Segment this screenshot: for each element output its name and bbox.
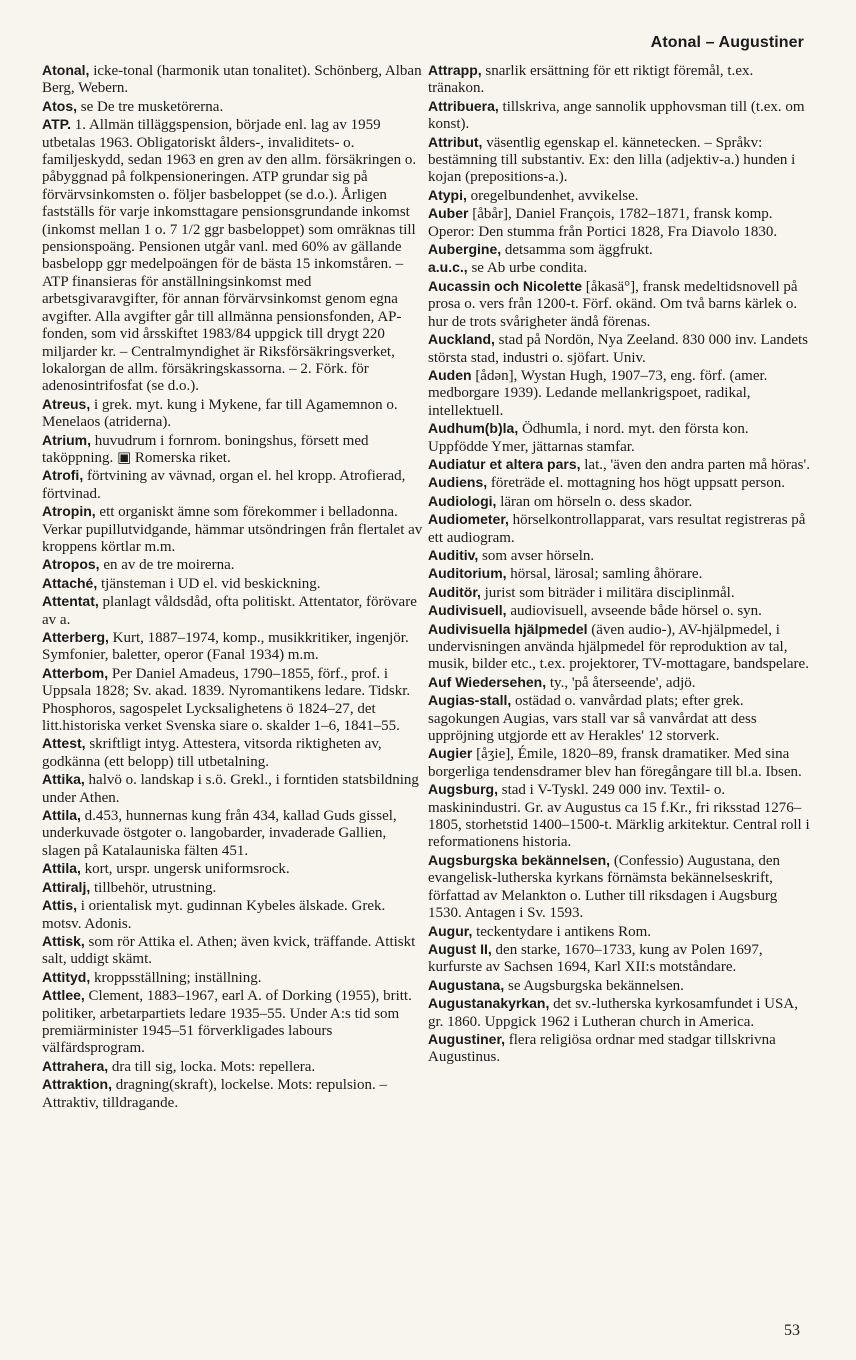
entry-headword: Augustiner,: [428, 1030, 506, 1047]
entry-headword: Attribut,: [428, 133, 483, 150]
dictionary-entry: [42, 432, 424, 468]
entry-definition: [ådən], Wystan Hugh, 1907–73, eng. förf. (amer. medborgare 1939). Ledande mellankrigspoet, radikal, intellektuell.: [428, 367, 768, 419]
entry-definition: (även audio-), AV-hjälpmedel, i undervisningen använda hjälpmedel för reproduktion av tal, musik, bilder etc., t.ex. projektorer, TV-mottagare, bandspelare.: [428, 621, 809, 673]
entry-headword: Atonal,: [42, 62, 90, 78]
dictionary-entry: [428, 923, 810, 941]
entry-headword: Atropos,: [42, 556, 100, 573]
entry-definition: huvudrum i fornrom. boningshus, försett med taköppning. ▣ Romerska riket.: [42, 432, 369, 466]
dictionary-entry: [42, 879, 424, 897]
dictionary-entry: [428, 977, 810, 995]
entry-definition: 1. Allmän tilläggspension, började enl. lag av 1959 utbetalas 1963. Obligatoriskt ålders-, invaliditets- o. familjeskydd, sedan 1963 en gren av den allm. försäkringen o. påbyggnad på folkpensioneringen. ATP grundar sig på förvärvsinkomsten o. följer basbeloppet (se d.o.). Årligen fastställs för varje inkomsttagare pensionsgrundande inkomst (inkomst mellan 1 o. 7 1/2 ggr basbeloppet) som omräknas till pensionspoäng. Pensionen utgår vanl. med 60% av gällande basbelopp ggr medelpoängen för de bästa 15 inkomståren. – ATP finansieras för anställningsinkomst med arbetsgivaravgifter, för annan förvärvsinkomst genom egna avgifter. Alla avgifter går till allmänna pensionsfonden, AP-fonden, som vid årsskiftet 1983/84 uppgick till drygt 220 miljarder kr. – Centralmyndighet är Riksförsäkringsverket, lokalorgan de allm. försäkringskassorna. – 2. Förk. för adenosintrifosfat (se d.o.).: [42, 117, 417, 395]
dictionary-entry: [42, 116, 424, 396]
entry-headword: Auckland,: [428, 331, 495, 348]
entry-definition: Per Daniel Amadeus, 1790–1855, förf., prof. i Uppsala 1828; Sv. akad. 1839. Nyromantikens ledare. Tidskr. Phosphoros, sagospelet Lycksalighetens ö 1824–27, det litt.historiska verket Svenska siare o. skalder 1–6, 1841–55.: [42, 665, 411, 735]
entry-headword: Attrapp,: [428, 62, 482, 78]
entry-headword: Atrium,: [42, 431, 91, 448]
entry-headword: Attraktion,: [42, 1076, 112, 1093]
dictionary-entry: [42, 98, 424, 116]
entry-definition: den starke, 1670–1733, kung av Polen 1697, kurfurste av Sachsen 1694, Karl XII:s motståndare.: [428, 941, 763, 976]
dictionary-entry: [428, 62, 810, 98]
entry-headword: Audhum(b)la,: [428, 420, 519, 437]
entry-headword: Atterbom,: [42, 664, 109, 681]
dictionary-entry: [42, 735, 424, 771]
dictionary-entry: [428, 456, 810, 474]
running-head: Atonal – Augustiner: [650, 34, 804, 51]
dictionary-entry: [428, 331, 810, 367]
entry-definition: teckentydare i antikens Rom.: [472, 923, 652, 940]
right-column: [428, 62, 810, 1067]
entry-headword: Attika,: [42, 771, 85, 788]
dictionary-entry: [428, 259, 810, 277]
entry-headword: a.u.c.,: [428, 259, 468, 276]
entry-definition: audiovisuell, avseende både hörsel o. syn.: [506, 603, 762, 620]
entry-definition: som avser hörseln.: [478, 547, 595, 564]
dictionary-entry: [42, 556, 424, 574]
entry-definition: (Confessio) Augustana, den evangelisk-lutherska kyrkans förnämsta bekännelseskrift, författad av Melankton o. Luther till riksdagen i Augsburg 1530. Antagen i Sv. 1593.: [428, 852, 781, 922]
dictionary-entry: [428, 420, 810, 456]
entry-definition: väsentlig egenskap el. kännetecken. – Språkv: bestämning till substantiv. Ex: den lilla (adjektiv-a.) hunden i kojan (prepositions-a.).: [428, 134, 796, 186]
dictionary-entry: [428, 745, 810, 781]
dictionary-entry: [428, 98, 810, 134]
entry-definition: planlagt våldsdåd, ofta politiskt. Attentator, förövare av a.: [42, 594, 417, 628]
dictionary-entry: [42, 1058, 424, 1076]
entry-definition: läran om hörseln o. dess skador.: [496, 493, 693, 510]
entry-definition: det sv.-lutherska kyrkosamfundet i USA, gr. 1860. Uppgick 1962 i Lutheran church in America.: [428, 996, 798, 1030]
entry-definition: snarlik ersättning för ett riktigt föremål, t.ex. tränakon.: [428, 63, 754, 97]
dictionary-entry: [42, 62, 424, 98]
entry-definition: oregelbundenhet, avvikelse.: [466, 187, 639, 204]
dictionary-entry: [42, 467, 424, 503]
dictionary-entry: [42, 593, 424, 629]
entry-definition: dragning(skraft), lockelse. Mots: repulsion. – Attraktiv, tilldragande.: [42, 1077, 387, 1111]
dictionary-entry: [428, 995, 810, 1031]
entry-headword: Atterberg,: [42, 629, 109, 645]
entry-headword: Attila,: [42, 807, 81, 824]
dictionary-entry: [428, 941, 810, 977]
entry-definition: detsamma som äggfrukt.: [501, 242, 653, 259]
entry-headword: Auditör,: [428, 583, 481, 600]
entry-headword: Auditorium,: [428, 565, 507, 582]
entry-headword: Attis,: [42, 897, 77, 914]
dictionary-entry: [428, 367, 810, 420]
entry-headword: Attisk,: [42, 932, 85, 949]
entry-definition: icke-tonal (harmonik utan tonalitet). Schönberg, Alban Berg, Webern.: [42, 63, 422, 97]
entry-definition: se Ab urbe condita.: [467, 260, 588, 277]
entry-headword: Aubergine,: [428, 241, 502, 258]
dictionary-entry: [42, 771, 424, 807]
entry-definition: flera religiösa ordnar med stadgar tillskrivna Augustinus.: [428, 1031, 776, 1066]
entry-headword: Attest,: [42, 735, 86, 752]
entry-headword: Attaché,: [42, 574, 98, 591]
entry-headword: Atypi,: [428, 186, 467, 203]
entry-headword: Atropin,: [42, 503, 96, 520]
dictionary-entry: [428, 241, 810, 259]
entry-headword: Augias-stall,: [428, 692, 512, 709]
entry-definition: se De tre musketörerna.: [77, 98, 224, 115]
dictionary-entry: [42, 396, 424, 432]
entry-headword: Augustana,: [428, 976, 505, 993]
entry-headword: Attrahera,: [42, 1057, 109, 1074]
entry-headword: Augustanakyrkan,: [428, 995, 550, 1012]
dictionary-entry: [428, 602, 810, 620]
entry-headword: Attlee,: [42, 987, 85, 1004]
entry-headword: ATP.: [42, 116, 72, 133]
entry-definition: Clement, 1883–1967, earl A. of Dorking (1955), britt. politiker, arbetarpartiets ledare 1935–55. Under A:s tid som premiärminister 1945–51 förverkligades labours välfärdsprogram.: [42, 988, 412, 1057]
dictionary-entry: [428, 852, 810, 923]
entry-headword: Auden: [428, 366, 472, 383]
entry-definition: stad i V-Tyskl. 249 000 inv. Textil- o. maskinindustri. Gr. av Augustus ca 15 f.Kr., fri riksstad 1276–1805, storhetstid 1400–1500-t. Märklig arkitektur. Central roll i reformationens historia.: [428, 782, 810, 851]
entry-definition: lat., 'även den andra parten må höras'.: [580, 456, 810, 473]
dictionary-entry: [428, 674, 810, 692]
entry-definition: kort, urspr. ungersk uniformsrock.: [80, 861, 290, 878]
dictionary-entry: [428, 493, 810, 511]
dictionary-entry: [42, 1076, 424, 1112]
dictionary-entry: [42, 665, 424, 736]
entry-definition: i grek. myt. kung i Mykene, far till Agamemnon o. Menelaos (atriderna).: [42, 396, 398, 431]
entry-definition: tillskriva, ange sannolik upphovsman till (t.ex. om konst).: [428, 98, 805, 133]
page-number: 53: [784, 1322, 800, 1339]
entry-headword: Audiatur et altera pars,: [428, 455, 581, 472]
entry-definition: ty., 'på återseende', adjö.: [546, 674, 696, 691]
dictionary-entry: [428, 474, 810, 492]
entry-headword: Atreus,: [42, 395, 91, 412]
dictionary-entry: [42, 969, 424, 987]
entry-definition: [åbår], Daniel François, 1782–1871, fransk komp. Operor: Den stumma från Portici 1828, Fra Diavolo 1830.: [428, 206, 778, 240]
dictionary-entry: [428, 134, 810, 187]
entry-definition: dra till sig, locka. Mots: repellera.: [108, 1058, 316, 1075]
entry-definition: stad på Nordön, Nya Zeeland. 830 000 inv. Landets största stad, industri o. sjöfart. Univ.: [428, 332, 809, 366]
entry-definition: jurist som biträder i militära disciplinmål.: [480, 584, 735, 601]
dictionary-entry: [428, 781, 810, 852]
entry-definition: se Augsburgska bekännelsen.: [504, 977, 684, 994]
entry-definition: [åʒie], Émile, 1820–89, fransk dramatiker. Med sina borgerliga tendensdramer blev han föregångare till bl.a. Ibsen.: [428, 746, 802, 780]
entry-definition: företräde el. mottagning hos högt uppsatt person.: [487, 475, 785, 492]
dictionary-entry: [42, 987, 424, 1058]
dictionary-entry: [42, 629, 424, 665]
dictionary-entry: [428, 584, 810, 602]
entry-definition: kroppsställning; inställning.: [90, 969, 262, 986]
entry-headword: Augsburgska bekännelsen,: [428, 851, 611, 868]
entry-definition: ett organiskt ämne som förekommer i belladonna. Verkar pupillutvidgande, hämmar utsöndringen från flertalet av kroppens körtlar m.m.: [42, 504, 423, 555]
entry-headword: Attila,: [42, 860, 81, 877]
entry-headword: Augier: [428, 745, 473, 762]
entry-headword: Augur,: [428, 922, 473, 939]
entry-definition: halvö o. landskap i s.ö. Grekl., i forntiden statsbildning under Athen.: [42, 772, 419, 806]
entry-headword: Audivisuella hjälpmedel: [428, 620, 588, 637]
dictionary-entry: [42, 807, 424, 860]
entry-headword: Auber: [428, 205, 469, 222]
entry-headword: Audiometer,: [428, 511, 509, 528]
entry-headword: Atrofi,: [42, 467, 84, 484]
dictionary-entry: [42, 933, 424, 969]
entry-definition: tillbehör, utrustning.: [90, 879, 217, 896]
dictionary-entry: [42, 575, 424, 593]
entry-headword: Auditiv,: [428, 546, 479, 563]
dictionary-entry: [428, 692, 810, 745]
entry-definition: som rör Attika el. Athen; även kvick, träffande. Attiskt salt, uddigt skämt.: [42, 933, 416, 968]
entry-headword: Audivisuell,: [428, 602, 507, 619]
dictionary-entry: [42, 860, 424, 878]
entry-headword: Attribuera,: [428, 97, 499, 114]
dictionary-entry: [428, 621, 810, 674]
entry-definition: hörselkontrollapparat, vars resultat registreras på ett audiogram.: [428, 512, 806, 546]
entry-definition: d.453, hunnernas kung från 434, kallad Guds gissel, underkuvade östgoter o. langobarder, invaderade Gallien, slagen på Katalauniska fälten 451.: [42, 808, 397, 859]
dictionary-entry: [428, 278, 810, 331]
entry-definition: Kurt, 1887–1974, komp., musikkritiker, ingenjör. Symfonier, baletter, operor (Fanal 1934) m.m.: [42, 630, 409, 664]
entry-definition: [åkasä°], fransk medeltidsnovell på prosa o. vers från 1200-t. Förf. okänd. Om två barns kärlek o. hur de trots svårigheter ändå förenas.: [428, 278, 798, 330]
entry-headword: Attityd,: [42, 968, 91, 985]
dictionary-entry: [428, 205, 810, 241]
entry-definition: en av de tre moirerna.: [99, 557, 235, 574]
dictionary-entry: [428, 187, 810, 205]
entry-definition: förtvining av vävnad, organ el. hel kropp. Atrofierad, förtvinad.: [42, 468, 406, 502]
entry-definition: i orientalisk myt. gudinnan Kybeles älskade. Grek. motsv. Adonis.: [42, 898, 386, 932]
dictionary-entry: [428, 511, 810, 547]
entry-definition: hörsal, lärosal; samling åhörare.: [506, 566, 703, 583]
entry-headword: Augsburg,: [428, 781, 498, 798]
entry-headword: Attiralj,: [42, 878, 91, 895]
entry-definition: skriftligt intyg. Attestera, vitsorda riktigheten av, godkänna (ett belopp) till utbetalning.: [42, 736, 382, 770]
entry-definition: tjänsteman i UD el. vid beskickning.: [97, 575, 321, 592]
entry-headword: Atos,: [42, 97, 77, 114]
entry-definition: Ödhumla, i nord. myt. den första kon. Uppfödde Ymer, jättarnas stamfar.: [428, 421, 749, 455]
entry-headword: Auf Wiedersehen,: [428, 673, 547, 690]
entry-headword: Audiologi,: [428, 492, 497, 509]
entry-headword: Audiens,: [428, 474, 488, 491]
left-column: [42, 62, 424, 1112]
entry-definition: ostädad o. vanvårdad plats; efter grek. sagokungen Augias, vars stall var så vanvårdat att dess uppröjning utgjorde ett av Herakles' 12 storverk.: [428, 693, 757, 745]
dictionary-entry: [42, 503, 424, 556]
entry-headword: Aucassin och Nicolette: [428, 277, 583, 294]
dictionary-entry: [428, 565, 810, 583]
dictionary-entry: [428, 547, 810, 565]
dictionary-entry: [428, 1031, 810, 1067]
entry-headword: August II,: [428, 940, 492, 957]
entry-headword: Attentat,: [42, 593, 99, 610]
dictionary-entry: [42, 897, 424, 933]
